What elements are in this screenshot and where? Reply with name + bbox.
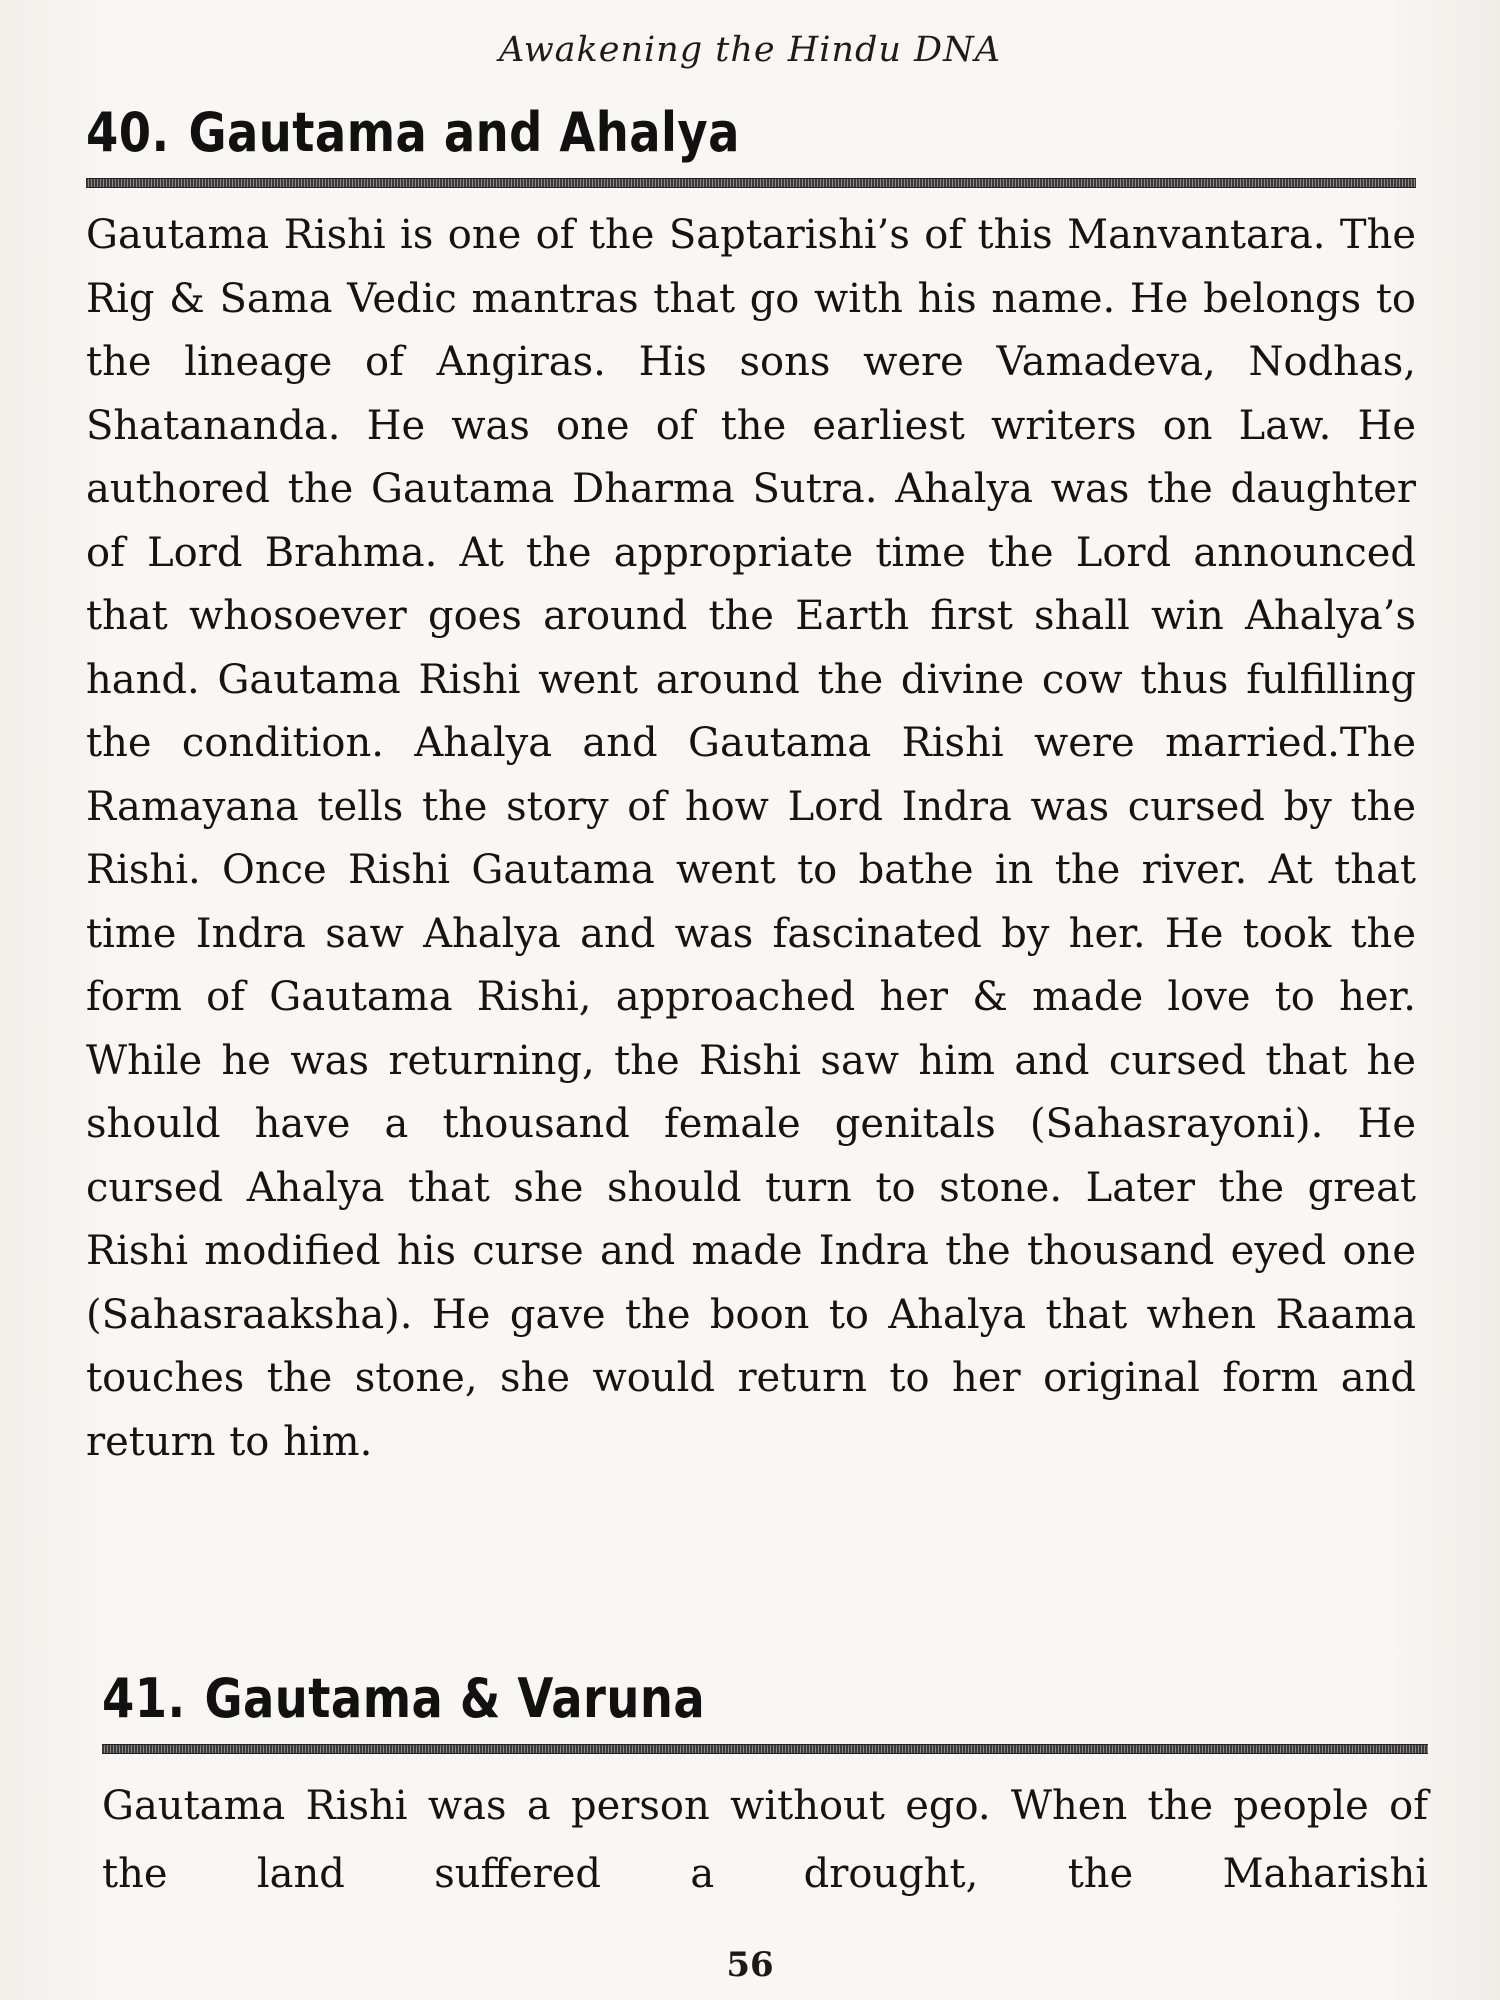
section-number: 41. — [102, 1667, 186, 1730]
section-title: Gautama & Varuna — [204, 1667, 706, 1730]
section-number: 40. — [86, 101, 170, 164]
section-body: Gautama Rishi was a person without ego. When the people of the land suffered a drought, the Maharishi — [102, 1783, 1428, 1897]
heading-rule — [102, 1744, 1428, 1754]
section-body: Gautama Rishi is one of the Saptarishi’s of this Manvantara. The Rig & Sama Vedic mantras that go with his name. He belongs to the lineage of Angiras. His sons were Vamadeva, Nodhas, Shatananda. He was one of the earliest writers on Law. He authored the Gautama Dharma Sutra. Ahalya was the daughter of Lord Brahma. At the appropriate time the Lord announced that whosoever goes around the Earth first shall win Ahalya’s hand. Gautama Rishi went around the divine cow thus fulfilling the condition. Ahalya and Gautama Rishi were married.The Ramayana tells the story of how Lord Indra was cursed by the Rishi. Once Rishi Gautama went to bathe in the river. At that time Indra saw Ahalya and was fascinated by her. He took the form of Gautama Rishi, approached her & made love to her. While he was returning, the Rishi saw him and cursed that he should have a thousand female genitals (Sahasrayoni). He cursed Ahalya that she should turn to stone. Later the great Rishi modified his curse and made Indra the thousand eyed one (Sahasraaksha). He gave the boon to Ahalya that when Raama touches the stone, she would return to her original form and return to him. — [86, 212, 1416, 1465]
section-heading — [86, 96, 1230, 170]
section-title: Gautama and Ahalya — [188, 101, 740, 164]
section-41 — [102, 1662, 1428, 1908]
section-40 — [86, 96, 1416, 1474]
heading-rule — [86, 178, 1416, 188]
section-heading — [102, 1662, 1242, 1736]
running-head: Awakening the Hindu DNA — [499, 30, 1001, 70]
page-number: 56 — [726, 1945, 774, 1985]
